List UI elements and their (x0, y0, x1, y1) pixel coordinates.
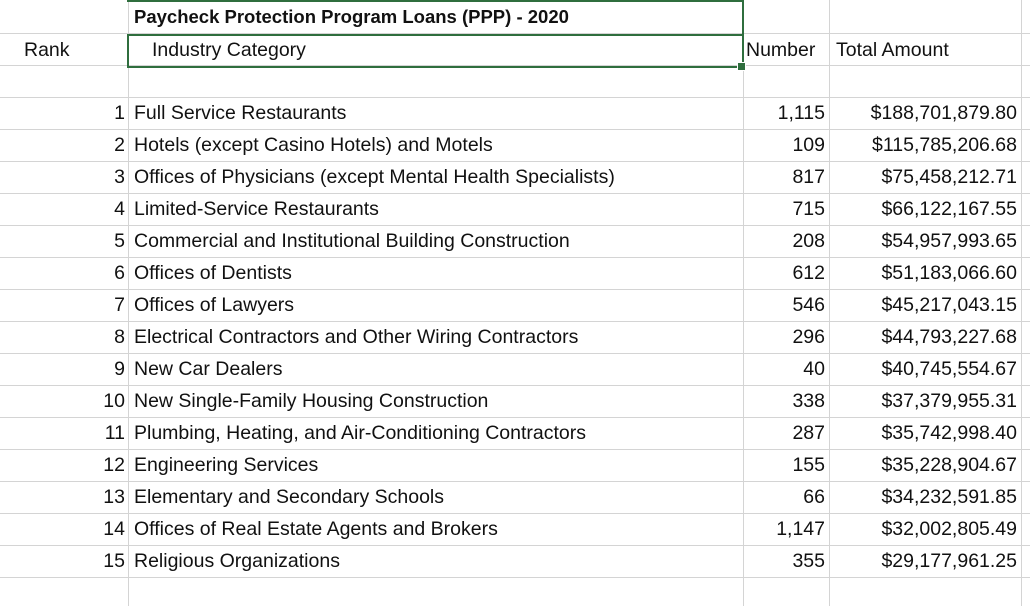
number-cell[interactable]: 287 (792, 422, 825, 444)
rank-cell[interactable]: 13 (103, 486, 125, 508)
total-amount-cell[interactable]: $40,745,554.67 (881, 358, 1017, 380)
industry-category-cell[interactable]: New Car Dealers (134, 358, 283, 380)
total-amount-cell[interactable]: $75,458,212.71 (881, 166, 1017, 188)
industry-category-cell[interactable]: Offices of Dentists (134, 262, 292, 284)
rank-cell[interactable]: 11 (104, 422, 125, 444)
number-cell[interactable]: 546 (792, 294, 825, 316)
gridline-column (1021, 0, 1022, 606)
industry-category-cell[interactable]: New Single-Family Housing Construction (134, 390, 489, 412)
rank-cell[interactable]: 9 (114, 358, 125, 380)
total-amount-cell[interactable]: $34,232,591.85 (881, 486, 1017, 508)
rank-cell[interactable]: 15 (103, 550, 125, 572)
header-rank[interactable]: Rank (24, 39, 70, 61)
total-amount-cell[interactable]: $188,701,879.80 (870, 102, 1017, 124)
rank-cell[interactable]: 12 (103, 454, 125, 476)
total-amount-cell[interactable]: $35,228,904.67 (881, 454, 1017, 476)
number-cell[interactable]: 1,115 (777, 102, 825, 124)
rank-cell[interactable]: 14 (103, 518, 125, 540)
industry-category-cell[interactable]: Elementary and Secondary Schools (134, 486, 445, 508)
fill-handle[interactable] (737, 62, 746, 71)
industry-category-cell[interactable]: Electrical Contractors and Other Wiring Contractors (134, 326, 579, 348)
header-number[interactable]: Number (746, 39, 816, 61)
header-total-amount[interactable]: Total Amount (836, 39, 949, 61)
industry-category-cell[interactable]: Limited-Service Restaurants (134, 198, 379, 220)
industry-category-cell[interactable]: Offices of Lawyers (134, 294, 295, 316)
rank-cell[interactable]: 10 (103, 390, 125, 412)
rank-cell[interactable]: 3 (114, 166, 125, 188)
rank-cell[interactable]: 8 (114, 326, 125, 348)
rank-cell[interactable]: 6 (114, 262, 125, 284)
number-cell[interactable]: 109 (792, 134, 825, 156)
number-cell[interactable]: 1,147 (776, 518, 825, 540)
industry-category-cell[interactable]: Offices of Real Estate Agents and Brokers (134, 518, 498, 540)
number-cell[interactable]: 40 (803, 358, 825, 380)
industry-category-cell[interactable]: Full Service Restaurants (134, 102, 347, 124)
number-cell[interactable]: 66 (803, 486, 825, 508)
total-amount-cell[interactable]: $35,742,998.40 (881, 422, 1017, 444)
industry-category-cell[interactable]: Religious Organizations (134, 550, 340, 572)
rank-cell[interactable]: 2 (114, 134, 125, 156)
number-cell[interactable]: 208 (792, 230, 825, 252)
number-cell[interactable]: 355 (792, 550, 825, 572)
total-amount-cell[interactable]: $44,793,227.68 (881, 326, 1017, 348)
number-cell[interactable]: 155 (792, 454, 825, 476)
total-amount-cell[interactable]: $32,002,805.49 (881, 518, 1017, 540)
gridline-column (128, 0, 129, 606)
header-industry-category[interactable]: Industry Category (152, 39, 306, 61)
total-amount-cell[interactable]: $54,957,993.65 (881, 230, 1017, 252)
selection-border-right (742, 0, 744, 34)
total-amount-cell[interactable]: $115,785,206.68 (872, 134, 1017, 156)
number-cell[interactable]: 612 (792, 262, 825, 284)
total-amount-cell[interactable]: $37,379,955.31 (881, 390, 1017, 412)
total-amount-cell[interactable]: $29,177,961.25 (881, 550, 1017, 572)
number-cell[interactable]: 296 (792, 326, 825, 348)
gridline-row (0, 577, 1030, 578)
industry-category-cell[interactable]: Offices of Physicians (except Mental Health Specialists) (134, 166, 615, 188)
total-amount-cell[interactable]: $51,183,066.60 (881, 262, 1017, 284)
sheet-title-cell[interactable]: Paycheck Protection Program Loans (PPP) - 2020 (134, 6, 569, 27)
active-cell-selection[interactable] (127, 34, 744, 68)
industry-category-cell[interactable]: Hotels (except Casino Hotels) and Motels (134, 134, 493, 156)
total-amount-cell[interactable]: $66,122,167.55 (881, 198, 1017, 220)
industry-category-cell[interactable]: Engineering Services (134, 454, 319, 476)
rank-cell[interactable]: 7 (114, 294, 125, 316)
industry-category-cell[interactable]: Commercial and Institutional Building Construction (134, 230, 570, 252)
number-cell[interactable]: 817 (792, 166, 825, 188)
total-amount-cell[interactable]: $45,217,043.15 (881, 294, 1017, 316)
number-cell[interactable]: 715 (792, 198, 825, 220)
rank-cell[interactable]: 1 (114, 102, 125, 124)
rank-cell[interactable]: 5 (114, 230, 125, 252)
rank-cell[interactable]: 4 (114, 198, 125, 220)
industry-category-cell[interactable]: Plumbing, Heating, and Air-Conditioning Contractors (134, 422, 586, 444)
number-cell[interactable]: 338 (792, 390, 825, 412)
